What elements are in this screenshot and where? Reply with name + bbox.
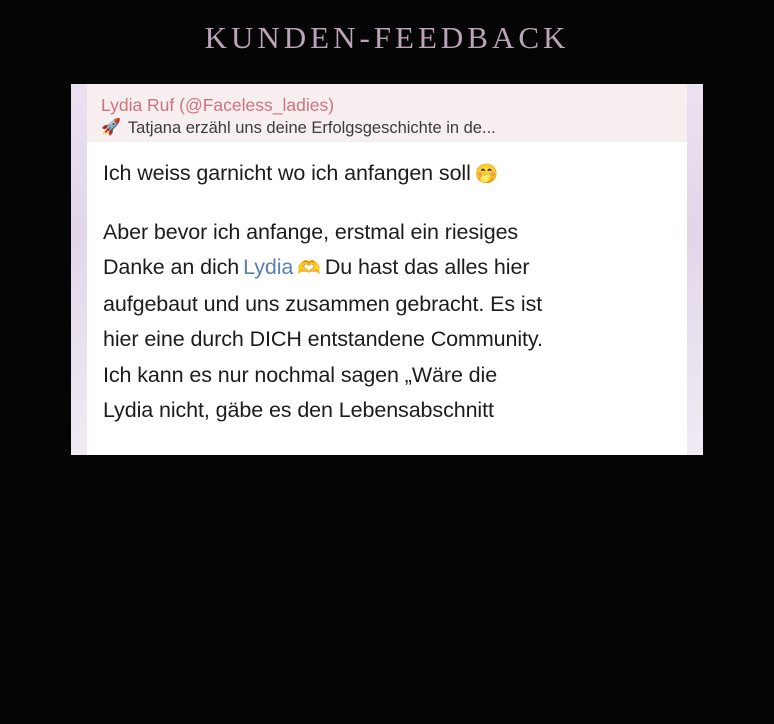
chat-screenshot: [87, 84, 687, 455]
message-body: [87, 142, 687, 429]
message-line-5: hier eine durch DICH entstandene Community.: [103, 327, 543, 351]
message-line-2: Aber bevor ich anfange, erstmal ein riesiges: [103, 219, 519, 244]
feedback-screenshot-card: [71, 84, 703, 455]
heart-hands-emoji: 🫶: [297, 258, 321, 279]
message-line-3-text-a: Danke an dich: [103, 255, 240, 279]
mention-lydia[interactable]: Lydia: [243, 255, 294, 279]
page-title: KUNDEN-FEEDBACK: [204, 20, 570, 55]
quoted-message-block[interactable]: [87, 84, 687, 142]
quoted-message-line: [101, 118, 675, 138]
quoted-author-name: Lydia Ruf (@Faceless_ladies): [101, 95, 335, 115]
message-line-1: [103, 156, 671, 193]
rocket-emoji: 🚀: [101, 119, 121, 136]
message-line-4: aufgebaut und uns zusammen gebracht. Es ist: [103, 291, 543, 316]
message-line-1-text: Ich weiss garnicht wo ich anfangen soll: [103, 161, 471, 185]
background-edge-band-left: [71, 84, 87, 455]
message-line-6: Ich kann es nur nochmal sagen „Wäre die: [103, 362, 498, 387]
quoted-message-text: Tatjana erzähl uns deine Erfolgsgeschichte in de...: [127, 119, 496, 137]
blush-emoji: 🤭: [474, 164, 499, 185]
background-edge-band-right: [687, 84, 703, 455]
message-line-3: [103, 250, 671, 287]
message-line-3-text-b: Du hast das alles hier: [324, 255, 530, 279]
message-line-7: Lydia nicht, gäbe es den Lebensabschnitt: [103, 398, 494, 422]
